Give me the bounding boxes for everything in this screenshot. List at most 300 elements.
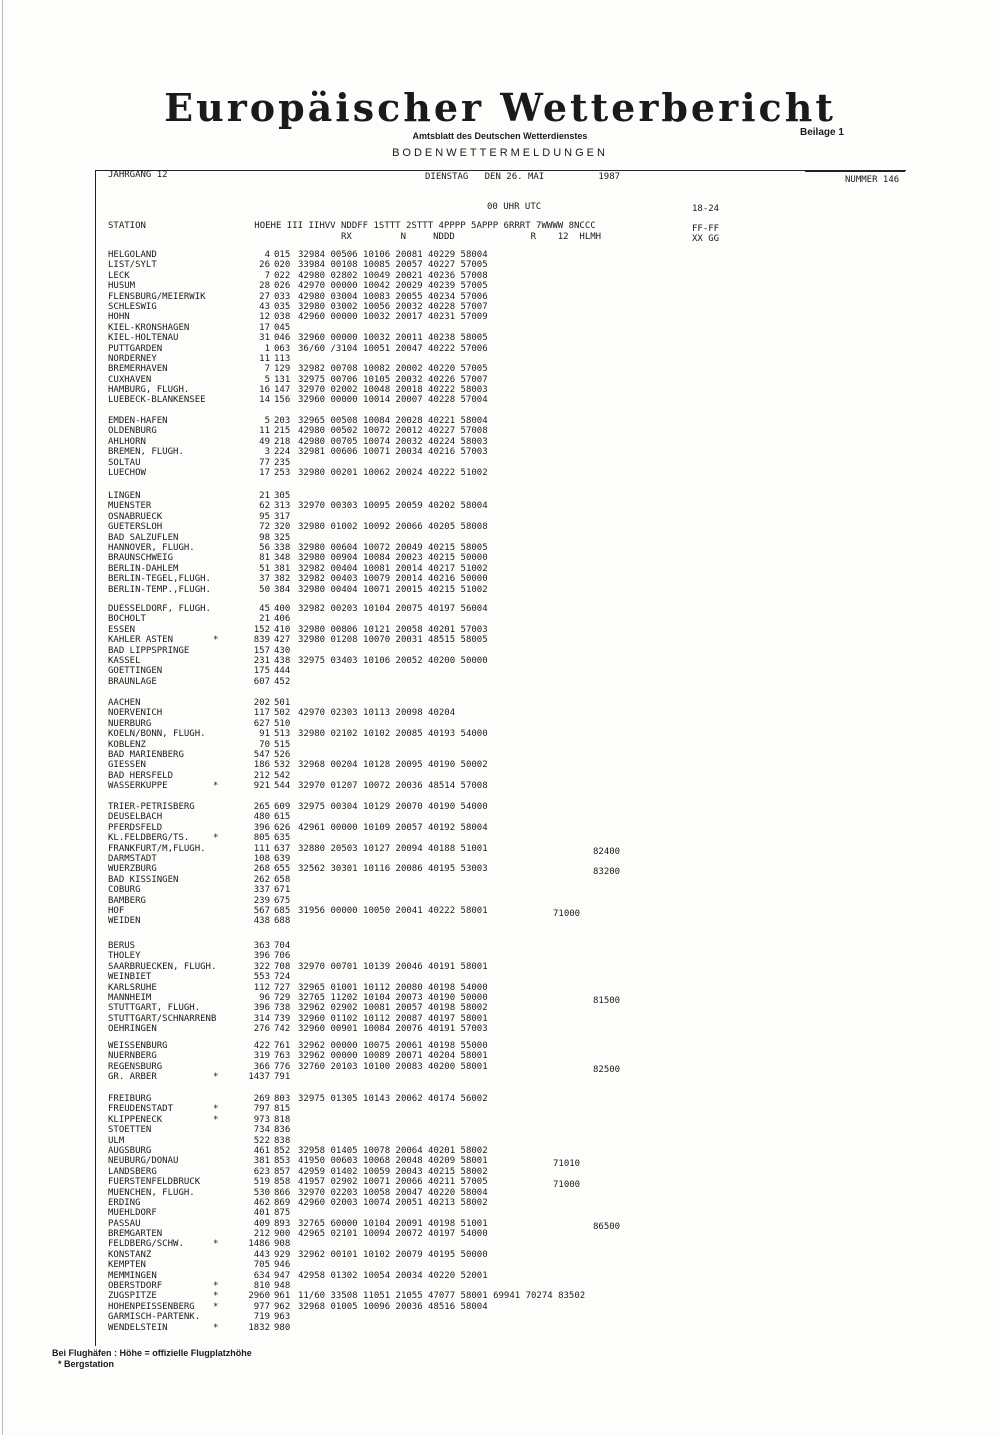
time-range: 18-24 <box>692 204 720 214</box>
station-data: 42960 00000 10032 20017 40231 57009 <box>298 312 488 323</box>
station-data: 32962 00101 10102 20079 40195 50000 <box>298 1249 488 1260</box>
station-number: 929 <box>274 1249 291 1260</box>
station-number: 635 <box>274 833 291 844</box>
station-height: 111 <box>253 843 270 854</box>
station-name: LINGEN <box>108 491 141 501</box>
station-name: KL.FELDBERG/TS. <box>108 833 190 844</box>
station-height: 31 <box>259 333 270 344</box>
mountain-marker: * <box>213 781 219 792</box>
station-number: 015 <box>274 250 291 260</box>
station-name: EMDEN-HAFEN <box>108 416 168 426</box>
station-height: 363 <box>253 941 270 951</box>
station-name: NOERVENICH <box>108 708 163 719</box>
station-height: 977 <box>253 1301 270 1312</box>
station-height: 14 <box>259 395 270 406</box>
station-data: 42965 02101 10094 20072 40197 54000 <box>298 1229 488 1240</box>
station-number: 962 <box>274 1301 291 1312</box>
station-name: NUERNBERG <box>108 1051 157 1062</box>
station-name: MEMMINGEN <box>108 1270 157 1281</box>
station-data: 32980 02102 10102 20085 40193 54000 <box>298 729 488 740</box>
station-data: 32980 00404 10071 20015 40215 51002 <box>298 584 488 595</box>
station-number: 113 <box>274 353 291 364</box>
station-height: 91 <box>259 729 270 740</box>
extra-group-code: 86500 <box>593 1221 621 1232</box>
station-number: 729 <box>274 992 291 1003</box>
station-name: OEHRINGEN <box>108 1024 157 1035</box>
station-data: 32980 00604 10072 20049 40215 58005 <box>298 542 488 553</box>
station-number: 384 <box>274 584 291 595</box>
station-number: 502 <box>274 708 291 719</box>
station-height: 12 <box>259 312 270 323</box>
extra-group-code: 83200 <box>593 867 621 878</box>
station-number: 776 <box>274 1061 291 1072</box>
station-height: 231 <box>253 655 270 666</box>
station-name: SCHLESWIG <box>108 301 157 312</box>
station-name: HAMBURG, FLUGH. <box>108 385 190 396</box>
station-number: 869 <box>274 1197 291 1208</box>
station-name: BREMGARTEN <box>108 1229 163 1240</box>
station-data: 32980 01002 10092 20066 40205 58008 <box>298 522 488 533</box>
station-number: 727 <box>274 982 291 993</box>
station-height: 5 <box>264 374 270 385</box>
station-name: LIST/SYLT <box>108 260 157 271</box>
station-data: 42959 01402 10059 20043 40215 58002 <box>298 1166 488 1177</box>
station-height: 21 <box>259 491 270 501</box>
station-data: 32962 00000 10075 20061 40198 55000 <box>298 1041 488 1051</box>
station-number: 639 <box>274 853 291 864</box>
station-number: 313 <box>274 501 291 512</box>
station-data: 32975 03403 10106 20052 40200 50000 <box>298 655 488 666</box>
station-height: 11 <box>259 353 270 364</box>
station-height: 21 <box>259 614 270 625</box>
station-name: KIEL-KRONSHAGEN <box>108 322 190 333</box>
station-height: 4 <box>264 250 270 260</box>
issue-number: NUMMER 146 <box>845 175 900 185</box>
station-data: 32970 01207 10072 20036 48514 57008 <box>298 781 488 792</box>
station-height: 1 <box>264 343 270 354</box>
mountain-marker: * <box>213 1291 219 1302</box>
station-name: BERLIN-TEGEL,FLUGH. <box>108 574 211 585</box>
mountain-marker: * <box>213 1322 219 1333</box>
station-height: 175 <box>253 666 270 677</box>
station-height: 50 <box>259 584 270 595</box>
station-name: ULM <box>108 1135 125 1146</box>
station-data: 32970 00701 10139 20046 40191 58001 <box>298 961 488 972</box>
station-name: MANNHEIM <box>108 992 152 1003</box>
station-name: FREUDENSTADT <box>108 1104 174 1115</box>
page-title: Europäischer Wetterbericht <box>164 85 836 130</box>
mountain-marker: * <box>213 1301 219 1312</box>
station-height: 530 <box>253 1187 270 1198</box>
column-header-2: RX N NDDD R 12 HLMH <box>108 232 602 242</box>
station-number: 526 <box>274 749 291 760</box>
station-number: 724 <box>274 972 291 983</box>
station-name: WASSERKUPPE <box>108 781 168 792</box>
station-data: 32968 00204 10128 20095 40190 50002 <box>298 760 488 771</box>
station-data: 31956 00000 10050 20041 40222 58001 <box>298 905 488 916</box>
station-name: NEUBURG/DONAU <box>108 1156 179 1167</box>
station-name: GARMISCH-PARTENK. <box>108 1312 201 1323</box>
station-data: 32975 00706 10105 20032 40226 57007 <box>298 374 488 385</box>
station-data: 32880 20503 10127 20094 40188 51001 <box>298 843 488 854</box>
station-name: PASSAU <box>108 1218 141 1229</box>
station-number: 513 <box>274 729 291 740</box>
observation-time: 00 UHR UTC <box>487 202 542 212</box>
station-number: 688 <box>274 916 291 927</box>
station-number: 742 <box>274 1024 291 1035</box>
section-title: BODENWETTERMELDUNGEN <box>392 147 608 159</box>
station-number: 156 <box>274 395 291 406</box>
table-frame <box>95 170 906 1346</box>
station-height: 839 <box>253 635 270 646</box>
station-name: ZUGSPITZE <box>108 1291 157 1302</box>
station-number: 430 <box>274 645 291 656</box>
station-height: 16 <box>259 385 270 396</box>
station-data: 41950 00603 10068 20048 40209 58001 <box>298 1156 488 1167</box>
station-number: 900 <box>274 1229 291 1240</box>
station-data: 32982 00708 10082 20002 40220 57005 <box>298 364 488 375</box>
scan-edge <box>2 0 3 1435</box>
station-height: 607 <box>253 676 270 687</box>
station-number: 706 <box>274 951 291 962</box>
station-name: PFERDSFELD <box>108 822 163 833</box>
station-number: 035 <box>274 301 291 312</box>
station-height: 381 <box>253 1156 270 1167</box>
station-data: 41957 02902 10071 20066 40211 57005 <box>298 1177 488 1188</box>
station-name: GUETERSLOH <box>108 522 163 533</box>
station-name: BAD HERSFELD <box>108 770 174 781</box>
station-height: 401 <box>253 1208 270 1219</box>
station-height: 98 <box>259 532 270 543</box>
station-number: 857 <box>274 1166 291 1177</box>
station-height: 202 <box>253 698 270 708</box>
station-number: 852 <box>274 1145 291 1156</box>
station-name: FELDBERG/SCHW. <box>108 1239 184 1250</box>
station-name: HUSUM <box>108 281 136 292</box>
footnote-airports: Bei Flughäfen : Höhe = offizielle Flugplatzhöhe <box>52 1348 252 1358</box>
station-height: 70 <box>259 739 270 750</box>
station-data: 32980 00806 10121 20058 40201 57003 <box>298 624 488 635</box>
station-height: 719 <box>253 1312 270 1323</box>
station-number: 671 <box>274 885 291 896</box>
station-name: KARLSRUHE <box>108 982 157 993</box>
station-height: 62 <box>259 501 270 512</box>
station-height: 265 <box>253 802 270 812</box>
station-number: 045 <box>274 322 291 333</box>
station-number: 704 <box>274 941 291 951</box>
station-number: 338 <box>274 542 291 553</box>
station-height: 152 <box>253 624 270 635</box>
station-number: 738 <box>274 1003 291 1014</box>
station-number: 452 <box>274 676 291 687</box>
station-name: OLDENBURG <box>108 426 157 437</box>
station-height: 49 <box>259 436 270 447</box>
station-number: 501 <box>274 698 291 708</box>
station-number: 224 <box>274 447 291 458</box>
station-name: BAD SALZUFLEN <box>108 532 179 543</box>
station-number: 544 <box>274 781 291 792</box>
station-name: BAMBERG <box>108 895 146 906</box>
column-header-right-2: XX GG <box>692 234 720 244</box>
station-height: 1486 <box>248 1239 270 1250</box>
station-number: 708 <box>274 961 291 972</box>
station-height: 26 <box>259 260 270 271</box>
extra-group-code: 81500 <box>593 996 621 1006</box>
station-name: KOELN/BONN, FLUGH. <box>108 729 206 740</box>
station-data: 32970 02002 10048 20018 40222 58003 <box>298 385 488 396</box>
station-name: HOHENPEISSENBERG <box>108 1301 195 1312</box>
station-number: 406 <box>274 614 291 625</box>
station-name: HANNOVER, FLUGH. <box>108 542 195 553</box>
station-name: BREMEN, FLUGH. <box>108 447 184 458</box>
station-number: 626 <box>274 822 291 833</box>
station-number: 317 <box>274 511 291 522</box>
station-name: MUEHLDORF <box>108 1208 157 1219</box>
station-number: 815 <box>274 1104 291 1115</box>
station-number: 147 <box>274 385 291 396</box>
station-name: WENDELSTEIN <box>108 1322 168 1333</box>
mountain-marker: * <box>213 1072 219 1083</box>
station-data: 36/60 /3104 10051 20047 40222 57006 <box>298 343 488 354</box>
station-data: 32958 01405 10078 20064 40201 58002 <box>298 1145 488 1156</box>
station-data: 42980 03004 10083 20055 40234 57006 <box>298 291 488 302</box>
station-name: WEIDEN <box>108 916 141 927</box>
station-height: 522 <box>253 1135 270 1146</box>
station-data: 32980 03002 10056 20032 40228 57007 <box>298 301 488 312</box>
station-height: 409 <box>253 1218 270 1229</box>
beilage-label: Beilage 1 <box>800 127 844 138</box>
station-height: 337 <box>253 885 270 896</box>
station-height: 17 <box>259 467 270 478</box>
station-height: 117 <box>253 708 270 719</box>
station-number: 637 <box>274 843 291 854</box>
station-height: 262 <box>253 874 270 885</box>
extra-group-code: 71000 <box>553 909 581 919</box>
station-name: DEUSELBACH <box>108 812 163 823</box>
station-number: 948 <box>274 1281 291 1292</box>
station-name: AACHEN <box>108 698 141 708</box>
station-data: 32968 01005 10096 20036 48516 58004 <box>298 1301 488 1312</box>
station-number: 038 <box>274 312 291 323</box>
station-number: 532 <box>274 760 291 771</box>
station-number: 946 <box>274 1260 291 1271</box>
station-number: 963 <box>274 1312 291 1323</box>
station-name: ESSEN <box>108 624 136 635</box>
station-number: 510 <box>274 718 291 729</box>
station-name: KLIPPENECK <box>108 1114 163 1125</box>
station-height: 438 <box>253 916 270 927</box>
station-name: BREMERHAVEN <box>108 364 168 375</box>
station-name: KOBLENZ <box>108 739 146 750</box>
station-number: 761 <box>274 1041 291 1051</box>
station-number: 235 <box>274 457 291 468</box>
station-name: NORDERNEY <box>108 353 157 364</box>
station-height: 461 <box>253 1145 270 1156</box>
station-height: 805 <box>253 833 270 844</box>
station-number: 853 <box>274 1156 291 1167</box>
column-header-right-1: FF-FF <box>692 224 720 234</box>
station-name: COBURG <box>108 885 141 896</box>
station-name: HOF <box>108 905 125 916</box>
station-number: 203 <box>274 416 291 426</box>
station-name: KIEL-HOLTENAU <box>108 333 179 344</box>
station-data: 32980 00904 10084 20023 40215 50000 <box>298 553 488 564</box>
extra-group-code: 82400 <box>593 846 621 857</box>
station-data: 42958 01302 10054 20034 40220 52001 <box>298 1270 488 1281</box>
station-height: 56 <box>259 542 270 553</box>
station-data: 42980 02802 10049 20021 40236 57008 <box>298 270 488 281</box>
station-number: 739 <box>274 1013 291 1024</box>
station-number: 320 <box>274 522 291 533</box>
extra-group-code: 71010 <box>553 1159 581 1170</box>
station-number: 253 <box>274 467 291 478</box>
station-number: 046 <box>274 333 291 344</box>
station-height: 797 <box>253 1104 270 1115</box>
station-name: GOETTINGEN <box>108 666 163 677</box>
station-name: TRIER-PETRISBERG <box>108 802 195 812</box>
station-data: 42960 02003 10074 20051 40213 58002 <box>298 1197 488 1208</box>
station-data: 32760 20103 10100 20083 40200 58001 <box>298 1061 488 1072</box>
station-height: 81 <box>259 553 270 564</box>
station-name: OSNABRUECK <box>108 511 163 522</box>
station-name: KAHLER ASTEN <box>108 635 174 646</box>
station-height: 43 <box>259 301 270 312</box>
station-data: 32984 00506 10106 20081 40229 58004 <box>298 250 488 260</box>
station-data: 42970 00000 10042 20029 40239 57005 <box>298 281 488 292</box>
station-number: 400 <box>274 604 291 614</box>
station-height: 17 <box>259 322 270 333</box>
station-data: 32965 00508 10084 20028 40221 58004 <box>298 416 488 426</box>
station-name: STUTTGART, FLUGH. <box>108 1003 201 1014</box>
station-name: BAD MARIENBERG <box>108 749 184 760</box>
station-height: 314 <box>253 1013 270 1024</box>
extra-group-code: 82500 <box>593 1064 621 1075</box>
mountain-marker: * <box>213 1114 219 1125</box>
station-height: 27 <box>259 291 270 302</box>
mountain-marker: * <box>213 1281 219 1292</box>
jahrgang: JAHRGANG 12 <box>108 170 168 180</box>
station-height: 276 <box>253 1024 270 1035</box>
station-data: 32981 00606 10071 20034 40216 57003 <box>298 447 488 458</box>
station-number: 836 <box>274 1125 291 1136</box>
station-number: 033 <box>274 291 291 302</box>
extra-group-code: 71000 <box>553 1180 581 1191</box>
station-number: 875 <box>274 1208 291 1219</box>
station-number: 542 <box>274 770 291 781</box>
station-name: BERLIN-TEMP.,FLUGH. <box>108 584 211 595</box>
station-name: LECK <box>108 270 130 281</box>
station-height: 157 <box>253 645 270 656</box>
subtitle: Amtsblatt des Deutschen Wetterdienstes <box>412 131 588 141</box>
station-data: 32982 00203 10104 20075 40197 56004 <box>298 604 488 614</box>
station-name: FLENSBURG/MEIERWIK <box>108 291 206 302</box>
station-name: STUTTGART/SCHNARRENB <box>108 1013 217 1024</box>
mountain-marker: * <box>213 1239 219 1250</box>
station-name: LANDSBERG <box>108 1166 157 1177</box>
station-name: PUTTGARDEN <box>108 343 163 354</box>
station-height: 396 <box>253 822 270 833</box>
station-name: KONSTANZ <box>108 1249 152 1260</box>
station-height: 95 <box>259 511 270 522</box>
station-name: AUGSBURG <box>108 1145 152 1156</box>
station-name: HELGOLAND <box>108 250 157 260</box>
station-number: 685 <box>274 905 291 916</box>
station-number: 438 <box>274 655 291 666</box>
station-number: 381 <box>274 563 291 574</box>
station-number: 444 <box>274 666 291 677</box>
footnote-mountain: * Bergstation <box>58 1359 115 1369</box>
station-data: 42970 02303 10113 20098 40204 <box>298 708 456 719</box>
issue-date: DIENSTAG DEN 26. MAI 1987 <box>425 172 621 182</box>
station-height: 7 <box>264 270 270 281</box>
station-number: 803 <box>274 1094 291 1104</box>
station-number: 022 <box>274 270 291 281</box>
station-data: 32960 00901 10084 20076 40191 57003 <box>298 1024 488 1035</box>
station-data: 33984 00108 10085 20057 40227 57005 <box>298 260 488 271</box>
mountain-marker: * <box>213 1104 219 1115</box>
station-name: GR. ARBER <box>108 1072 157 1083</box>
station-height: 553 <box>253 972 270 983</box>
station-number: 658 <box>274 874 291 885</box>
station-name: STOETTEN <box>108 1125 152 1136</box>
station-number: 908 <box>274 1239 291 1250</box>
station-data: 32960 00000 10032 20011 40238 58005 <box>298 333 488 344</box>
station-name: HOHN <box>108 312 130 323</box>
station-name: GIESSEN <box>108 760 146 771</box>
station-height: 239 <box>253 895 270 906</box>
station-height: 623 <box>253 1166 270 1177</box>
station-height: 480 <box>253 812 270 823</box>
station-height: 705 <box>253 1260 270 1271</box>
station-height: 422 <box>253 1041 270 1051</box>
station-name: BERUS <box>108 941 136 951</box>
station-name: FUERSTENFELDBRUCK <box>108 1177 201 1188</box>
station-height: 634 <box>253 1270 270 1281</box>
station-height: 112 <box>253 982 270 993</box>
station-height: 396 <box>253 1003 270 1014</box>
station-height: 212 <box>253 1229 270 1240</box>
station-name: KEMPTEN <box>108 1260 146 1271</box>
station-height: 519 <box>253 1177 270 1188</box>
station-number: 675 <box>274 895 291 906</box>
station-number: 410 <box>274 624 291 635</box>
station-number: 980 <box>274 1322 291 1333</box>
station-number: 382 <box>274 574 291 585</box>
column-header-1: STATION HOEHE III IIHVV NDDFF 1STTT 2STTT 4PPPP 5APPP 6RRRT 7WWWW 8NCCC <box>108 221 596 231</box>
station-data: 32962 00000 10089 20071 40204 58001 <box>298 1051 488 1062</box>
station-number: 305 <box>274 491 291 501</box>
station-number: 131 <box>274 374 291 385</box>
station-data: 32960 00000 10014 20007 40228 57004 <box>298 395 488 406</box>
station-height: 973 <box>253 1114 270 1125</box>
station-data: 42961 00000 10109 20057 40192 58004 <box>298 822 488 833</box>
station-number: 026 <box>274 281 291 292</box>
station-height: 810 <box>253 1281 270 1292</box>
station-name: LUEBECK-BLANKENSEE <box>108 395 206 406</box>
station-number: 215 <box>274 426 291 437</box>
station-height: 3 <box>264 447 270 458</box>
station-name: REGENSBURG <box>108 1061 163 1072</box>
station-height: 186 <box>253 760 270 771</box>
station-data: 32982 00403 10079 20014 40216 50000 <box>298 574 488 585</box>
station-height: 72 <box>259 522 270 533</box>
station-number: 615 <box>274 812 291 823</box>
station-height: 96 <box>259 992 270 1003</box>
station-height: 2960 <box>248 1291 270 1302</box>
station-name: BRAUNLAGE <box>108 676 157 687</box>
station-name: THOLEY <box>108 951 141 962</box>
station-number: 866 <box>274 1187 291 1198</box>
